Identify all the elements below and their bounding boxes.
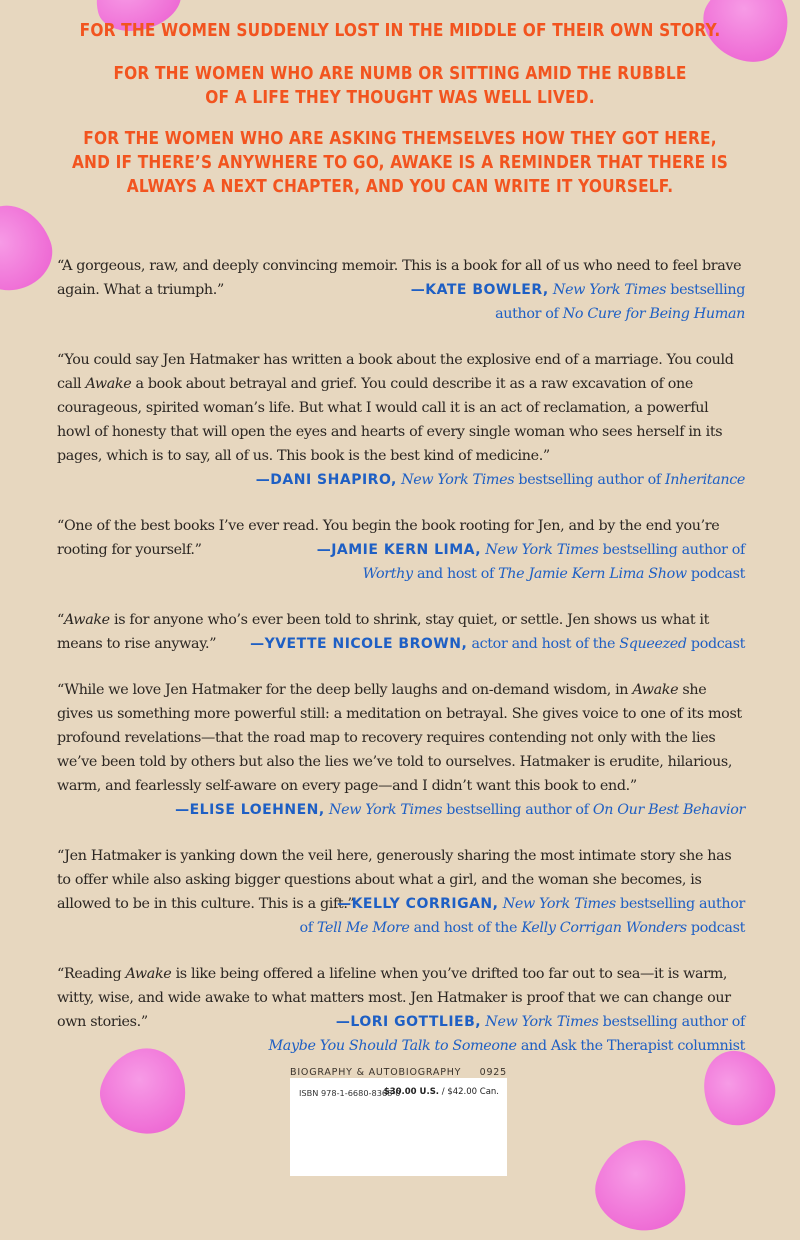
quote-segment: Awake — [63, 612, 110, 628]
headline-line: AND IF THERE’S ANYWHERE TO GO, AWAKE IS A REMINDER THAT THERE IS — [71, 153, 729, 173]
endorsement — [57, 608, 745, 656]
headline-line: OF A LIFE THEY THOUGHT WAS WELL LIVED. — [205, 88, 595, 108]
quote-segment: she gives us something more powerful still: a meditation on betrayal. She gives voice to one of its most profound revelations—that the road map to recovery requires contending not only with the lies we’ve been told by others but also the lies we’ve told to ourselves. Hatmaker is erudite, hilarious, warm, and fearlessly self-aware on every page—and I didn’t want this book to end.” — [57, 682, 742, 794]
attribution-segment: New York Times — [401, 472, 515, 488]
quote-segment: “Jen Hatmaker is yanking down the veil here, generously sharing the most intimate story she has to offer while also asking bigger questions about what a girl, and the woman she becomes, is allowed to be in this culture. This is a gift.” — [57, 848, 732, 912]
attribution-segment: New York Times — [485, 542, 599, 558]
quote-text — [57, 348, 745, 468]
attribution-segment: and Ask the Therapist columnist — [516, 1038, 745, 1054]
headline-line: FOR THE WOMEN WHO ARE ASKING THEMSELVES HOW THEY GOT HERE, — [83, 129, 717, 149]
attribution-segment: Worthy — [362, 566, 413, 582]
attribution-segment: podcast — [686, 636, 745, 652]
isbn: ISBN 978-1-6680-8368-0 — [299, 1088, 401, 1098]
headline-line: FOR THE WOMEN SUDDENLY LOST IN THE MIDDLE OF THEIR OWN STORY. — [79, 21, 721, 41]
quote-segment: is for anyone who’s ever been told to shrink, stay quiet, or settle. Jen shows us what it means to rise anyway.” — [57, 612, 710, 652]
attribution-line — [57, 798, 745, 822]
endorser-name: —ELISE LOEHNEN, — [175, 802, 325, 818]
price-can: / $42.00 Can. — [439, 1087, 499, 1097]
headline — [48, 19, 752, 199]
attribution-line — [57, 1034, 745, 1058]
quote-segment: “While we love Jen Hatmaker for the deep belly laughs and on-demand wisdom, in — [57, 682, 633, 698]
attribution-segment: Kelly Corrigan Wonders — [521, 920, 687, 936]
endorsement — [57, 254, 745, 326]
attribution-segment: New York Times — [502, 896, 616, 912]
endorser-name: —JAMIE KERN LIMA, — [316, 542, 482, 558]
quote-segment: “You could say Jen Hatmaker has written a book about the explosive end of a marriage. You could call — [57, 352, 734, 392]
headline-line: ALWAYS A NEXT CHAPTER, AND YOU CAN WRITE IT YOURSELF. — [126, 177, 674, 197]
attribution-segment: New York Times — [485, 1014, 599, 1030]
endorsement — [57, 962, 745, 1058]
attribution-segment: No Cure for Being Human — [562, 306, 745, 322]
attribution-segment: bestselling — [666, 282, 745, 298]
headline-line: FOR THE WOMEN WHO ARE NUMB OR SITTING AMID THE RUBBLE — [113, 64, 687, 84]
attribution-segment: New York Times — [552, 282, 667, 298]
quote-segment: a book about betrayal and grief. You could describe it as a raw excavation of one courageous, spirited woman’s life. But what I would call it is an act of reclamation, a powerful howl of honesty that will open the eyes and hearts of every single woman who sees herself in its pages, which is to say, all of us. This book is the best kind of medicine.” — [57, 376, 723, 464]
endorsements — [57, 254, 745, 1080]
endorser-name: —LORI GOTTLIEB, — [335, 1014, 482, 1030]
quote-segment: Awake — [85, 376, 132, 392]
category-bar — [290, 1067, 507, 1078]
attribution-segment: Maybe You Should Talk to Someone — [268, 1038, 517, 1054]
endorser-name: —DANI SHAPIRO, — [255, 472, 397, 488]
attribution-segment: Tell Me More — [316, 920, 410, 936]
price — [384, 1087, 499, 1097]
quote-text — [57, 678, 745, 798]
attribution-segment: Inheritance — [664, 472, 745, 488]
attribution-segment: podcast — [686, 920, 745, 936]
attribution-line — [57, 302, 745, 326]
endorser-name: —YVETTE NICOLE BROWN, — [250, 636, 468, 652]
petal-decoration — [0, 194, 62, 301]
quote-segment: “One of the best books I’ve ever read. You begin the book rooting for Jen, and by the end you’re rooting for yourself.” — [57, 518, 720, 558]
attribution-line — [57, 1010, 745, 1034]
attribution-segment: Squeezed — [619, 636, 687, 652]
attribution-segment: of — [299, 920, 317, 936]
quote-segment: “Reading — [57, 966, 126, 982]
quote-segment: Awake — [125, 966, 172, 982]
endorsement — [57, 678, 745, 822]
attribution-segment: bestselling author — [615, 896, 745, 912]
attribution-segment: New York Times — [328, 802, 443, 818]
quote-segment: is like being offered a lifeline when you’ve drifted too far out to sea—it is warm, witty, wise, and wide awake to what matters most. Jen Hatmaker is proof that we can change our own stories.” — [57, 966, 731, 1030]
endorser-name: —KATE BOWLER, — [410, 282, 549, 298]
attribution-segment: The Jamie Kern Lima Show — [498, 566, 687, 582]
barcode-box — [290, 1078, 507, 1176]
attribution-segment: author of — [495, 306, 563, 322]
attribution-line — [57, 562, 745, 586]
attribution-segment: bestselling author of — [598, 542, 745, 558]
attribution-segment: and host of — [412, 566, 499, 582]
petal-decoration — [587, 1130, 697, 1240]
attribution-line — [57, 468, 745, 492]
endorsement — [57, 514, 745, 586]
attribution-segment: and host of the — [409, 920, 522, 936]
attribution-segment: podcast — [686, 566, 745, 582]
category-label: BIOGRAPHY & AUTOBIOGRAPHY — [290, 1067, 462, 1078]
attribution-segment: actor and host of the — [467, 636, 620, 652]
attribution-segment: On Our Best Behavior — [592, 802, 745, 818]
attribution-segment: bestselling author of — [598, 1014, 745, 1030]
quote-segment: Awake — [632, 682, 679, 698]
code-label: 0925 — [479, 1067, 507, 1078]
quote-segment: “A gorgeous, raw, and deeply convincing memoir. This is a book for all of us who need to feel brave again. What a triumph.” — [57, 258, 742, 298]
quote-segment: “ — [57, 612, 64, 628]
endorsement — [57, 844, 745, 940]
attribution-line — [57, 916, 745, 940]
attribution-segment: bestselling author of — [514, 472, 665, 488]
price-us: $30.00 U.S. — [383, 1087, 440, 1097]
endorsement — [57, 348, 745, 492]
attribution-segment: bestselling author of — [442, 802, 593, 818]
endorser-name: —KELLY CORRIGAN, — [337, 896, 499, 912]
